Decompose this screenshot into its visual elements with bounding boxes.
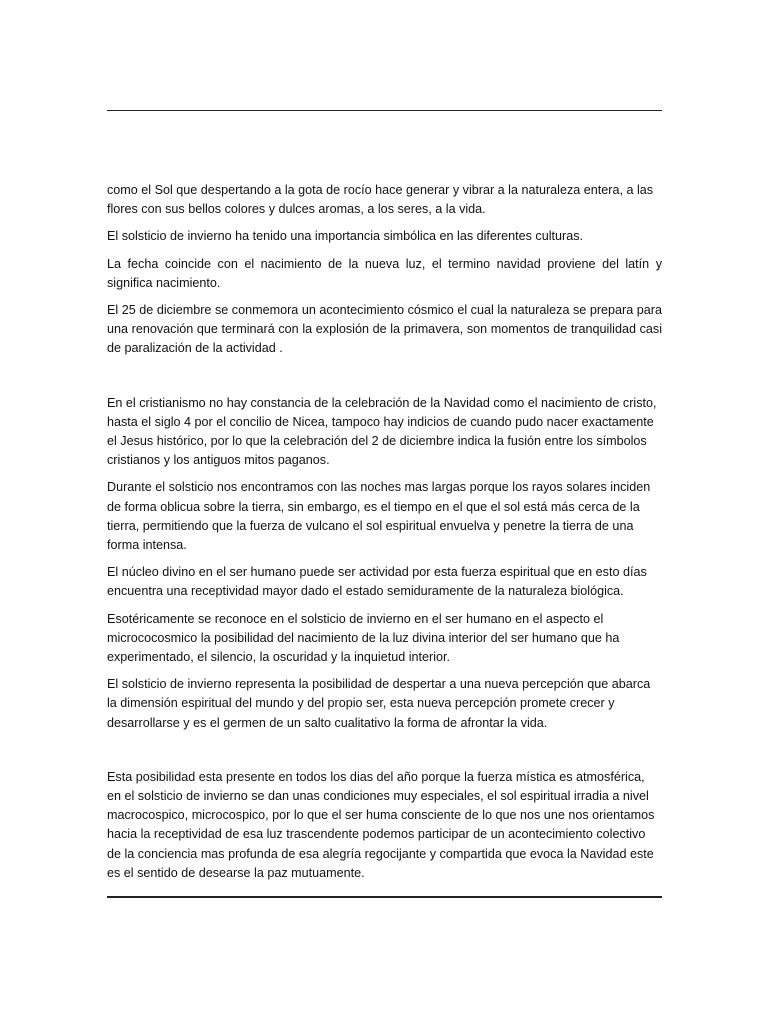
- paragraph-fecha-nacimiento-luz: La fecha coincide con el nacimiento de la nueva luz, el termino navidad proviene del latín y significa nacimiento.: [107, 256, 662, 290]
- paragraph-sol-gota-rocio: como el Sol que despertando a la gota de rocío hace generar y vibrar a la naturaleza entera, a las flores con sus bellos colores y dulces aromas, a los seres, a la vida.: [107, 183, 654, 217]
- document-body: [107, 181, 662, 883]
- paragraph-25-diciembre: El 25 de diciembre se conmemora un acontecimiento cósmico el cual la naturaleza se prepara para una renovación que terminará con la explosión de la primavera, son momentos de tranquilidad casi de paralización de la actividad .: [107, 303, 662, 356]
- paragraph-esotericamente: Esotéricamente se reconoce en el solsticio de invierno en el ser humano en el aspecto el micrococosmico la posibilidad del nacimiento de la luz divina interior del ser humano que ha experimentado, el silencio, la oscuridad y la inquietud interior.: [107, 611, 620, 665]
- top-divider: [107, 110, 662, 111]
- paragraph-solsticio-importancia: El solsticio de invierno ha tenido una importancia simbólica en las diferentes culturas.: [107, 229, 584, 244]
- paragraph-noches-largas: Durante el solsticio nos encontramos con las noches mas largas porque los rayos solares inciden de forma oblicua sobre la tierra, sin embargo, es el tiempo en el que el sol está más cerca de la tierra, permitiendo que la fuerza de vulcano el sol espiritual envuelva y penetre la tierra de una forma intensa.: [107, 480, 651, 553]
- paragraph-fuerza-mistica: Esta posibilidad esta presente en todos los dias del año porque la fuerza mística es atmosférica, en el solsticio de invierno se dan unas condiciones muy especiales, el sol espiritual irradia a nivel macrocospico, microcospico, por lo que el ser huma consciente de lo que nos une nos orientamos hacia la receptividad de esa luz trascendente podemos participar de un acontecimiento colectivo de la conciencia mas profunda de esa alegría regocijante y compartida que evoca la Navidad este es el sentido de desearse la paz mutuamente.: [107, 769, 655, 880]
- paragraph-nueva-percepcion: El solsticio de invierno representa la posibilidad de despertar a una nueva percepción que abarca la dimensión espiritual del mundo y del propio ser, esta nueva percepción promete crecer y desarrollarse y es el germen de un salto cualitativo la forma de afrontar la vida.: [107, 677, 651, 730]
- paragraph-nucleo-divino: El núcleo divino en el ser humano puede ser actividad por esta fuerza espiritual que en esto días encuentra una receptividad mayor dado el estado semiduramente de la naturaleza biológica.: [107, 565, 647, 599]
- paragraph-cristianismo: En el cristianismo no hay constancia de la celebración de la Navidad como el nacimiento de cristo, hasta el siglo 4 por el concilio de Nicea, tampoco hay indicios de cuando pudo nacer exactamente el Jesus histórico, por lo que la celebración del 2 de diciembre indica la fusión entre los símbolos cristianos y los antiguos mitos paganos.: [107, 395, 657, 468]
- bottom-divider: [107, 896, 662, 898]
